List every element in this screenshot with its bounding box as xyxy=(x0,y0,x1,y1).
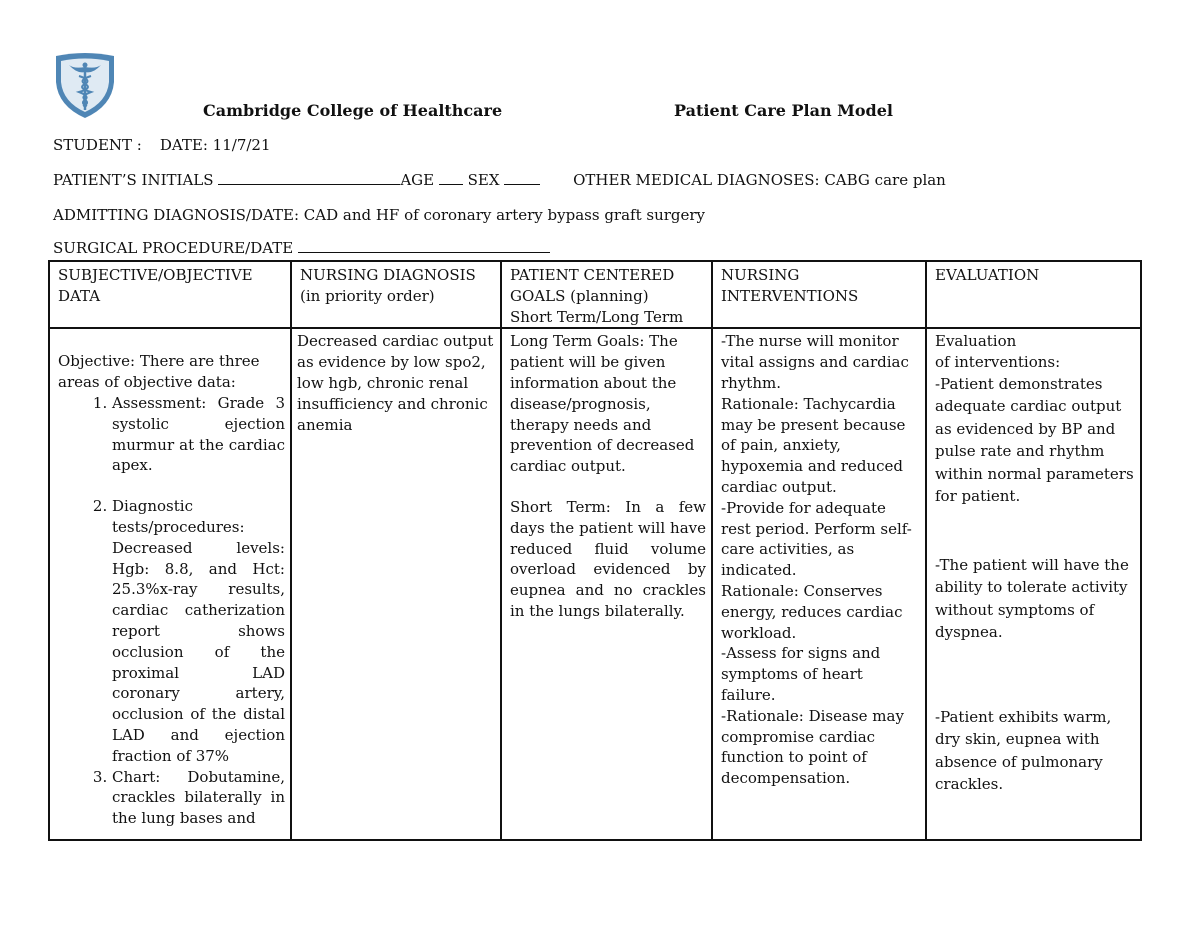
objective-item-diagnostic: 2. Diagnostic tests/procedures: Decreased levels: Hgb: 8.8, and Hct: 25.3%x-ray results, cardiac catherization report shows occlusion of the proximal LAD coronary artery, occlusion of the distal LAD and ejection fraction of 37% xyxy=(112,496,285,766)
objective-item-chart: 3. Chart: Dobutamine, crackles bilaterally in the lung bases and xyxy=(112,767,285,829)
interventions-cell xyxy=(712,328,926,840)
patient-line xyxy=(53,171,946,189)
header-line: Short Term/Long Term xyxy=(510,307,684,326)
goals-cell xyxy=(501,328,712,840)
header-line: DATA xyxy=(58,286,101,305)
table-header-row xyxy=(49,261,1141,328)
header-subjective-objective xyxy=(49,261,291,328)
header-nursing-diagnosis xyxy=(291,261,501,328)
evaluation-subtitle: of interventions: xyxy=(935,353,1061,372)
nursing-diagnosis-text: Decreased cardiac output as evidence by low spo2, low hgb, chronic renal insufficiency and chronic anemia xyxy=(297,332,494,434)
objective-item-assessment: 1. Assessment: Grade 3 systolic ejection murmur at the cardiac apex. xyxy=(112,393,285,476)
surgical-label: SURGICAL PROCEDURE/DATE xyxy=(53,239,294,257)
patient-initials-blank xyxy=(218,171,400,185)
caduceus-shield-icon xyxy=(52,52,118,120)
patient-initials-label: PATIENT’S INITIALS xyxy=(53,171,214,189)
header-line: EVALUATION xyxy=(935,266,1040,284)
student-line xyxy=(53,136,271,154)
intervention-rationale: Rationale: Tachycardia may be present because of pain, anxiety, hypoxemia and reduced cardiac output. xyxy=(721,394,906,496)
intervention-item: -Provide for adequate rest period. Perform self-care activities, as indicated. xyxy=(721,498,912,580)
college-name: Cambridge College of Healthcare xyxy=(203,101,503,120)
header-line: PATIENT CENTERED xyxy=(510,266,675,284)
student-label: STUDENT : xyxy=(53,136,142,154)
header-line: NURSING DIAGNOSIS xyxy=(300,266,476,284)
sex-blank xyxy=(504,171,540,185)
objective-data-cell xyxy=(49,328,291,840)
document-title: Patient Care Plan Model xyxy=(674,101,893,120)
long-term-goal: Long Term Goals: The patient will be given information about the disease/prognosis, therapy needs and prevention of decreased cardiac output. xyxy=(510,332,695,476)
evaluation-cell xyxy=(926,328,1141,840)
intervention-item: -The nurse will monitor vital assigns and cardiac rhythm. xyxy=(721,332,909,392)
date-label: DATE: 11/7/21 xyxy=(159,136,271,154)
sex-label: SEX xyxy=(467,171,500,189)
header-goals xyxy=(501,261,712,328)
header-interventions xyxy=(712,261,926,328)
header-evaluation xyxy=(926,261,1141,328)
age-label: AGE xyxy=(400,171,435,189)
care-plan-table xyxy=(48,260,1142,841)
intervention-rationale: Rationale: Conserves energy, reduces cardiac workload. xyxy=(721,581,903,642)
evaluation-item: -Patient exhibits warm, dry skin, eupnea with absence of pulmonary crackles. xyxy=(935,707,1112,794)
header-line: NURSING xyxy=(721,266,800,284)
short-term-goal: Short Term: In a few days the patient will have reduced fluid volume overload evidenced by eupnea and no crackles in the lungs bilaterally. xyxy=(510,497,706,620)
header-line: SUBJECTIVE/OBJECTIVE xyxy=(58,266,253,284)
intervention-item: -Assess for signs and symptoms of heart failure. xyxy=(721,644,881,704)
intervention-rationale: -Rationale: Disease may compromise cardiac function to point of decompensation. xyxy=(721,706,904,788)
evaluation-title: Evaluation xyxy=(935,332,1017,351)
table-body-row xyxy=(49,328,1141,840)
age-blank xyxy=(439,171,463,185)
evaluation-item: -The patient will have the ability to tolerate activity without symptoms of dyspnea. xyxy=(935,555,1129,642)
evaluation-item: -Patient demonstrates adequate cardiac output as evidenced by BP and pulse rate and rhythm within normal parameters for patient. xyxy=(935,374,1134,506)
nursing-diagnosis-cell xyxy=(291,328,501,840)
header-line: GOALS (planning) xyxy=(510,286,649,305)
other-diagnoses: OTHER MEDICAL DIAGNOSES: CABG care plan xyxy=(573,171,946,189)
header-line: INTERVENTIONS xyxy=(721,286,859,305)
surgical-blank xyxy=(298,239,550,253)
objective-list xyxy=(58,393,285,829)
header-line: (in priority order) xyxy=(300,286,435,305)
surgical-line xyxy=(53,239,550,257)
admitting-diagnosis: ADMITTING DIAGNOSIS/DATE: CAD and HF of coronary artery bypass graft surgery xyxy=(53,206,706,224)
objective-intro: Objective: There are three areas of objective data: xyxy=(58,352,260,392)
